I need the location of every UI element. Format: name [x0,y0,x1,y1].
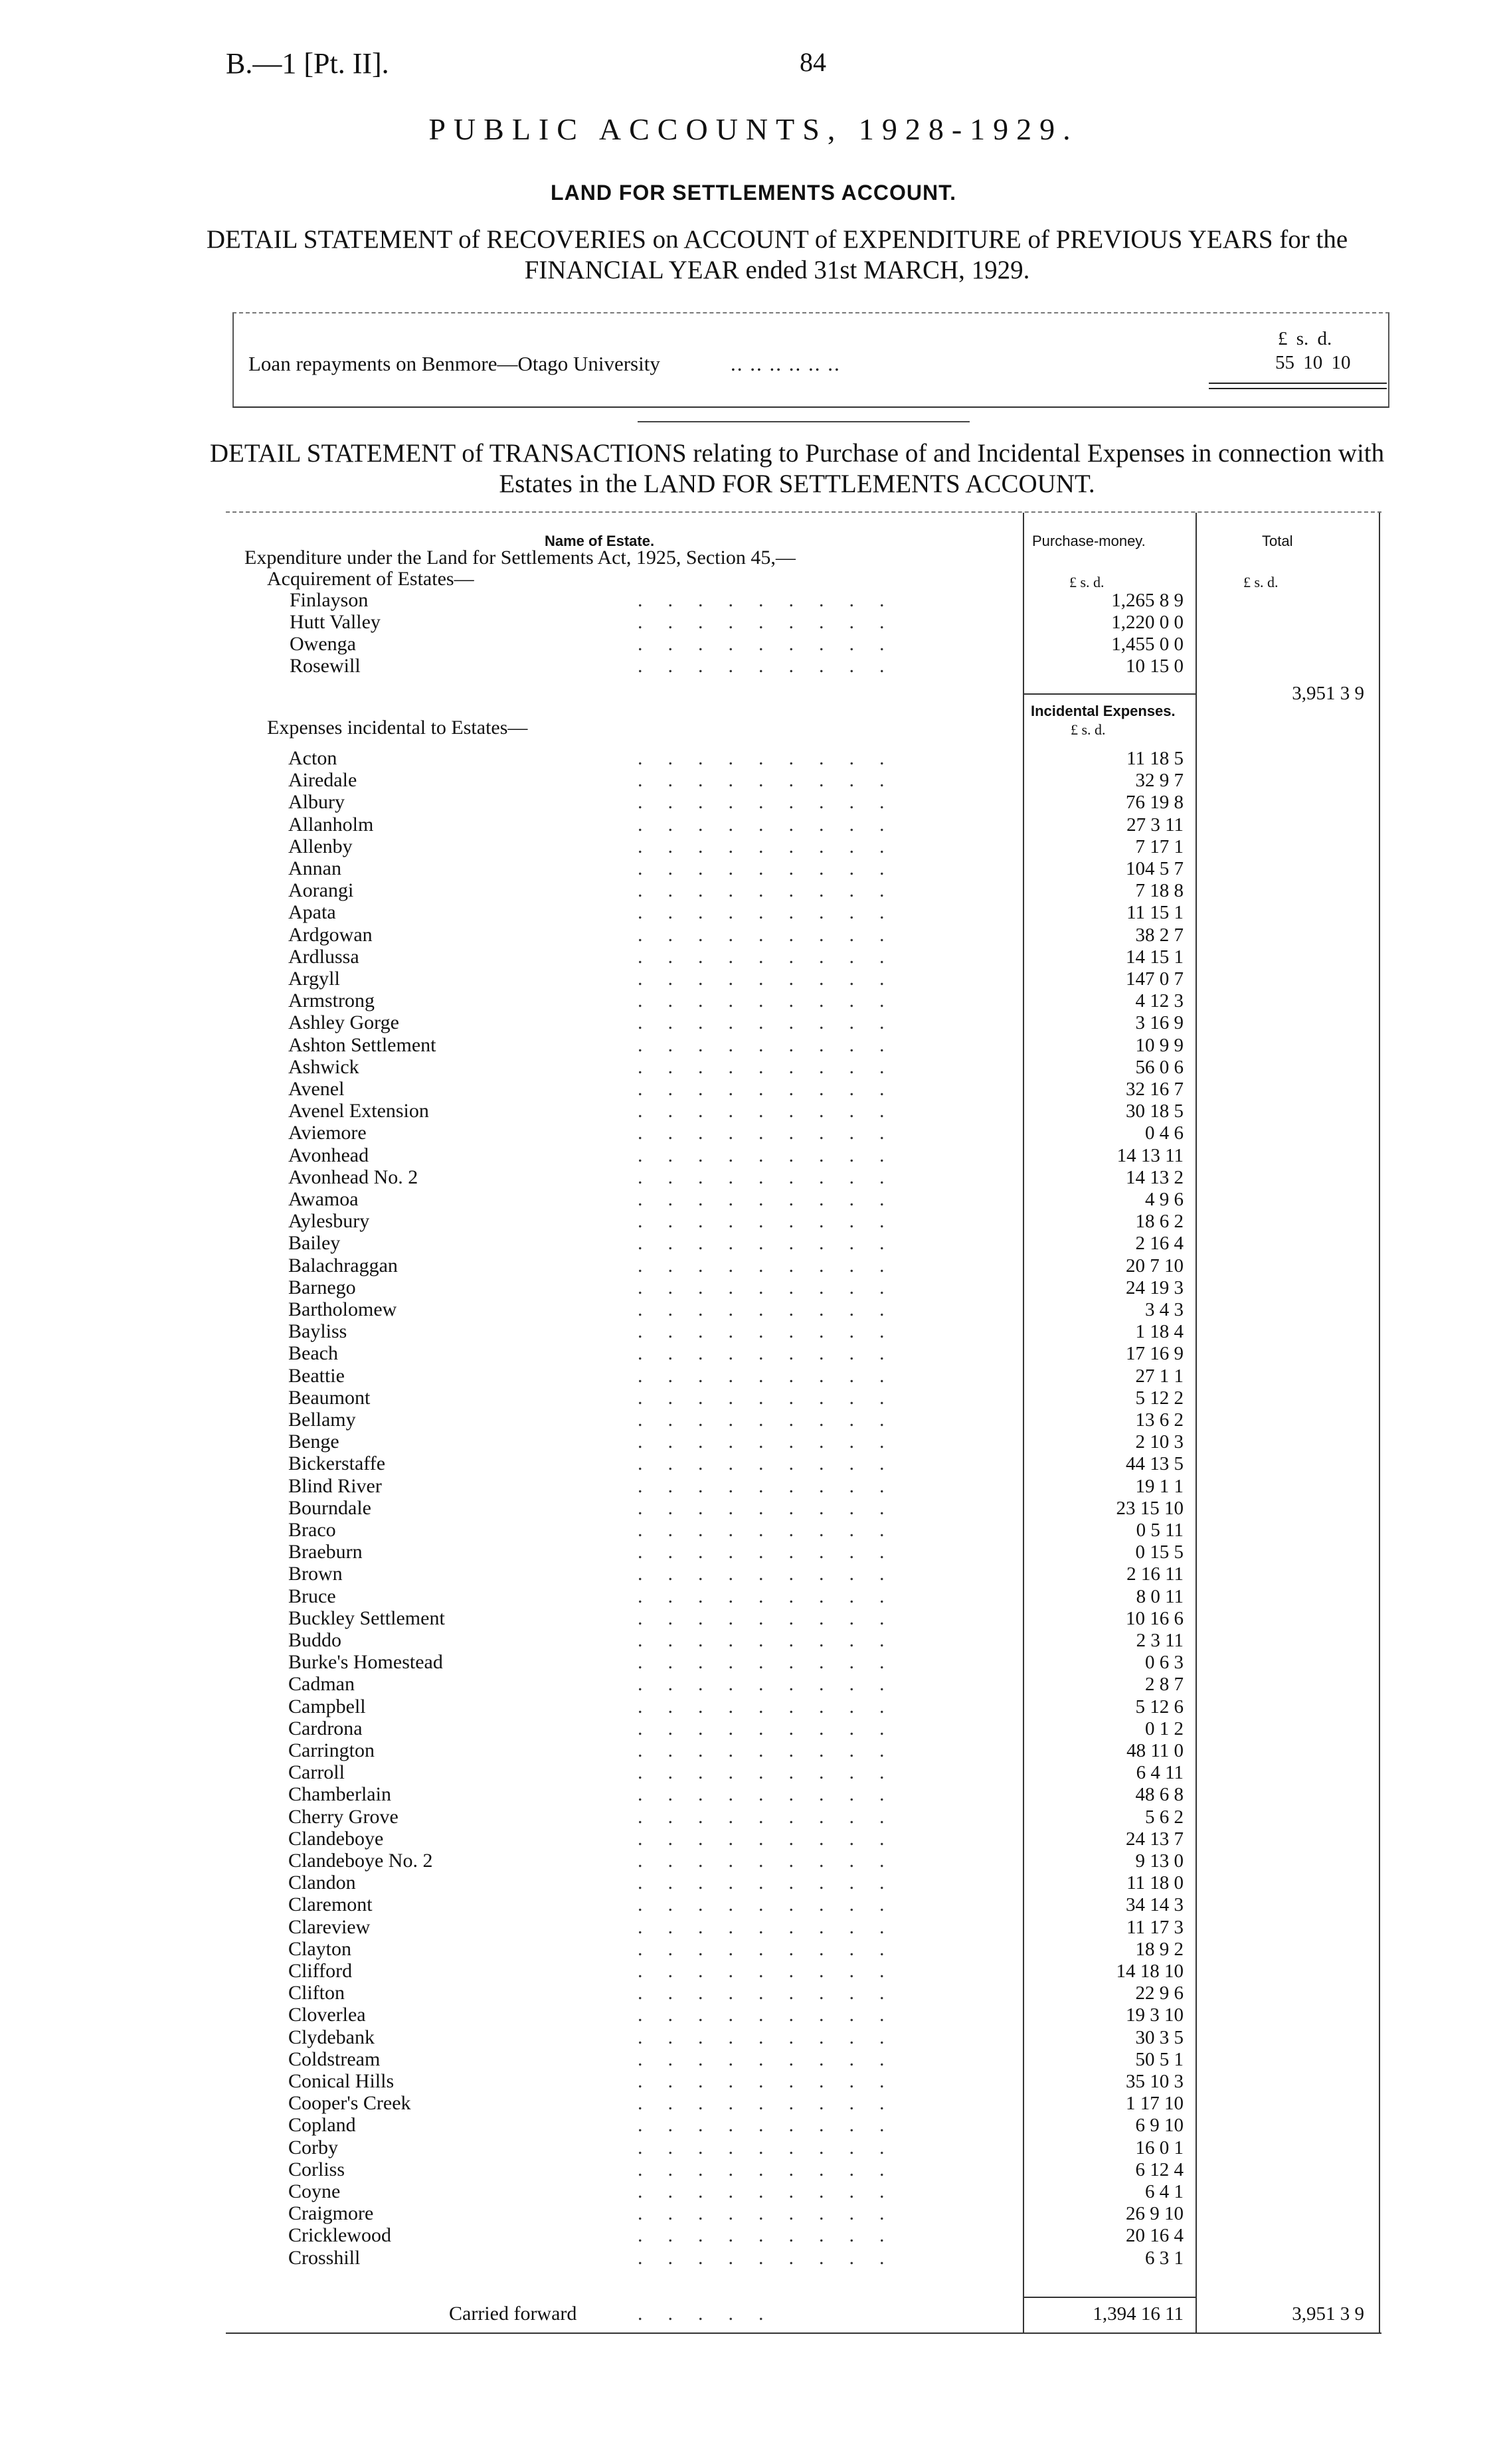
estate-name: Allenby [288,835,353,857]
acquirement-total: 3,951 3 9 [1292,683,1364,704]
incidental-heading: Expenses incidental to Estates— [267,717,528,739]
dot-leaders: ......... [638,1673,910,1696]
estate-name: Avonhead No. 2 [288,1166,418,1188]
estate-amount: 0 15 5 [1135,1541,1184,1563]
estate-name: Aylesbury [288,1210,370,1233]
estate-amount: 6 4 1 [1145,2181,1184,2202]
estate-amount: 32 16 7 [1126,1079,1184,1100]
estate-amount: 22 9 6 [1135,1982,1184,2004]
purchase-lsd-header: £ s. d. [1069,574,1105,590]
dot-leaders: ......... [638,2158,910,2180]
estate-name: Clifford [288,1960,353,1982]
estate-amount: 20 16 4 [1126,2225,1184,2247]
estate-name: Avenel [288,1078,345,1100]
estate-amount: 10 15 0 [1126,656,1184,677]
estate-amount: 18 6 2 [1135,1211,1184,1233]
dot-leaders: ......... [638,655,910,677]
estate-name: Craigmore [288,2202,374,2225]
estate-amount: 2 10 3 [1135,1431,1184,1453]
estate-amount: 1,265 8 9 [1111,590,1184,611]
estate-name: Coyne [288,2180,341,2202]
estate-amount: 11 18 5 [1126,748,1184,769]
carried-forward-label: Carried forward [449,2303,577,2325]
total-rule [1209,388,1387,389]
estate-amount: 13 6 2 [1135,1409,1184,1431]
dot-leaders: ......... [638,901,910,924]
estate-amount: 3 4 3 [1145,1299,1184,1320]
dot-leaders: ......... [638,769,910,792]
estate-amount: 76 19 8 [1126,792,1184,814]
estate-amount: 23 15 10 [1116,1497,1184,1519]
estate-name: Clandon [288,1872,356,1894]
dot-leaders: ......... [638,1210,910,1233]
estate-name: Clareview [288,1915,371,1938]
dot-leaders: ......... [638,1012,910,1034]
estate-amount: 32 9 7 [1135,770,1184,792]
dot-leaders: ......... [638,1761,910,1784]
dot-leaders: ......... [638,1409,910,1431]
estate-amount: 6 3 1 [1145,2247,1184,2269]
estate-name: Ashwick [288,1055,359,1078]
dot-leaders: ......... [638,1055,910,1078]
dot-leaders: ......... [638,2048,910,2070]
estate-name: Bruce [288,1585,336,1607]
estate-name: Ardgowan [288,923,373,946]
estate-name: Albury [288,791,345,814]
dot-leaders: ......... [638,2026,910,2048]
estate-amount: 104 5 7 [1126,858,1184,879]
account-title: LAND FOR SETTLEMENTS ACCOUNT. [551,181,956,205]
dot-leaders: ......... [638,1563,910,1585]
estate-name: Owenga [290,633,356,655]
estate-name: Bailey [288,1232,341,1255]
estate-amount: 50 5 1 [1135,2048,1184,2070]
dot-leaders: ......... [638,1805,910,1828]
dot-leaders: ......... [638,1695,910,1717]
dot-leaders: ......... [638,990,910,1012]
dot-leaders: ......... [638,1254,910,1276]
dot-leaders: ......... [638,1452,910,1475]
recoveries-label: Loan repayments on Benmore—Otago University [248,352,660,375]
estate-amount: 7 17 1 [1135,836,1184,857]
dot-leaders: ......... [638,1872,910,1894]
estate-name: Hutt Valley [290,611,381,633]
estate-name: Carrington [288,1739,375,1761]
estate-name: Annan [288,857,341,879]
acquirement-heading: Acquirement of Estates— [267,568,474,590]
estate-amount: 35 10 3 [1126,2071,1184,2092]
estate-name: Beattie [288,1364,345,1387]
estate-name: Beaumont [288,1386,371,1409]
estate-name: Allanholm [288,813,374,836]
estate-name: Ashton Settlement [288,1033,436,1056]
estate-amount: 14 13 2 [1126,1166,1184,1188]
estate-name: Brown [288,1563,343,1585]
estate-name: Bayliss [288,1320,347,1343]
estate-amount: 2 3 11 [1136,1630,1184,1651]
estate-name: Ardlussa [288,945,359,968]
estate-amount: 27 3 11 [1126,814,1184,836]
dot-leaders: ......... [638,589,910,611]
estate-amount: 4 9 6 [1145,1189,1184,1210]
total-lsd-header: £ s. d. [1243,574,1279,590]
dot-leaders: ......... [638,2004,910,2026]
estate-name: Aorangi [288,879,354,902]
estate-name: Cooper's Creek [288,2092,411,2115]
dot-leaders: ......... [638,1937,910,1960]
dot-leaders: ......... [638,1982,910,2004]
dot-leaders: ......... [638,1276,910,1298]
dot-leaders: ......... [638,1960,910,1982]
estate-name: Clydebank [288,2026,375,2048]
dot-leaders: ......... [638,1078,910,1100]
estate-name: Awamoa [288,1188,359,1210]
estate-amount: 14 15 1 [1126,946,1184,968]
estate-amount: 11 15 1 [1126,902,1184,924]
dot-leaders: ......... [638,747,910,769]
dot-leaders: ......... [638,1827,910,1850]
estate-amount: 34 14 3 [1126,1894,1184,1916]
estate-amount: 1 17 10 [1126,2093,1184,2115]
estate-amount: 1,220 0 0 [1111,612,1184,633]
dot-leaders: ......... [638,1519,910,1541]
estate-name: Airedale [288,769,357,792]
estate-amount: 26 9 10 [1126,2203,1184,2225]
estate-name: Barnego [288,1276,356,1298]
estate-name: Crosshill [288,2246,361,2269]
estate-name: Buddo [288,1629,342,1651]
estate-amount: 24 13 7 [1126,1828,1184,1850]
section-divider [638,421,970,422]
recoveries-leaders: .. .. .. .. .. .. [731,352,841,375]
estate-amount: 11 17 3 [1126,1916,1184,1938]
recoveries-heading: DETAIL STATEMENT of RECOVERIES on ACCOUNT of EXPENDITURE of PREVIOUS YEARS for the FINANCIAL YEAR ended 31st MARCH, 1929. [206,225,1348,284]
estate-name: Argyll [288,968,340,990]
estate-amount: 24 19 3 [1126,1276,1184,1298]
dot-leaders: ......... [638,1431,910,1453]
estate-amount: 3 16 9 [1135,1012,1184,1034]
estate-name: Bartholomew [288,1298,397,1320]
dot-leaders: ......... [638,1585,910,1607]
dot-leaders: ......... [638,1717,910,1739]
dot-leaders: ......... [638,1386,910,1409]
incidental-lsd-header: £ s. d. [1071,721,1106,738]
column-divider [1196,513,1197,2332]
dot-leaders: ......... [638,1629,910,1651]
estate-amount: 14 18 10 [1116,1961,1184,1982]
estate-amount: 1,455 0 0 [1111,634,1184,655]
dot-leaders: ......... [638,879,910,902]
estate-amount: 5 6 2 [1145,1806,1184,1828]
estate-name: Burke's Homestead [288,1651,443,1674]
estate-name: Avenel Extension [288,1100,429,1122]
dot-leaders: ......... [638,633,910,655]
column-rule [1023,2297,1196,2298]
estate-name: Cardrona [288,1717,363,1739]
estate-name: Braco [288,1519,336,1541]
estate-name: Armstrong [288,990,375,1012]
estate-amount: 5 12 2 [1135,1387,1184,1409]
dot-leaders: ......... [638,2092,910,2115]
section-heading: Expenditure under the Land for Settlements Act, 1925, Section 45,— [244,547,796,569]
dot-leaders: ......... [638,2136,910,2158]
dot-leaders: ......... [638,1188,910,1210]
estate-amount: 19 1 1 [1135,1475,1184,1497]
estate-amount: 56 0 6 [1135,1056,1184,1078]
estate-amount: 27 1 1 [1135,1365,1184,1387]
col-header-purchase: Purchase-money. [1032,533,1146,549]
dot-leaders: ......... [638,1320,910,1343]
estate-amount: 2 16 4 [1135,1233,1184,1255]
dot-leaders: ......... [638,923,910,946]
estate-amount: 6 9 10 [1135,2115,1184,2137]
dot-leaders: ......... [638,1783,910,1806]
estate-name: Corliss [288,2158,345,2180]
estate-amount: 6 12 4 [1135,2158,1184,2180]
estate-name: Conical Hills [288,2070,395,2092]
estate-amount: 48 11 0 [1126,1740,1184,1761]
dot-leaders: ......... [638,2246,910,2269]
col-header-name: Name of Estate. [545,533,655,549]
dot-leaders: ......... [638,813,910,836]
dot-leaders: ......... [638,1915,910,1938]
carried-forward-leaders: ..... [638,2303,789,2325]
estate-amount: 18 9 2 [1135,1938,1184,1960]
estate-amount: 2 16 11 [1126,1563,1184,1585]
estate-name: Benge [288,1431,339,1453]
dot-leaders: ......... [638,2224,910,2247]
estate-name: Aviemore [288,1122,367,1144]
estate-name: Ashley Gorge [288,1012,399,1034]
estate-amount: 0 1 2 [1145,1717,1184,1739]
dot-leaders: ......... [638,1033,910,1056]
estate-name: Braeburn [288,1541,363,1563]
estate-amount: 10 16 6 [1126,1607,1184,1629]
estate-amount: 5 12 6 [1135,1696,1184,1717]
transactions-table [226,511,1381,2334]
estate-name: Buckley Settlement [288,1607,445,1629]
dot-leaders: ......... [638,2114,910,2137]
dot-leaders: ......... [638,1144,910,1166]
page-title: PUBLIC ACCOUNTS, 1928-1929. [428,112,1079,146]
estate-name: Cloverlea [288,2004,366,2026]
dot-leaders: ......... [638,1893,910,1916]
estate-name: Campbell [288,1695,366,1717]
estate-amount: 1 18 4 [1135,1321,1184,1343]
estate-name: Bellamy [288,1409,356,1431]
estate-amount: 20 7 10 [1126,1255,1184,1276]
estate-name: Chamberlain [288,1783,391,1806]
dot-leaders: ......... [638,1364,910,1387]
part-reference: B.—1 [Pt. II]. [226,47,389,80]
estate-amount: 48 6 8 [1135,1784,1184,1806]
estate-amount: 10 9 9 [1135,1034,1184,1056]
column-rule [1023,693,1196,695]
dot-leaders: ......... [638,1607,910,1629]
recoveries-currency-header: £ s. d. [1278,328,1332,349]
carried-forward-total: 3,951 3 9 [1292,2303,1364,2325]
dot-leaders: ......... [638,857,910,879]
estate-amount: 11 18 0 [1126,1872,1184,1894]
dot-leaders: ......... [638,968,910,990]
estate-name: Cadman [288,1673,355,1696]
estate-name: Finlayson [290,589,369,611]
carried-forward-incidental: 1,394 16 11 [1093,2303,1184,2325]
estate-name: Apata [288,901,336,924]
dot-leaders: ......... [638,2202,910,2225]
dot-leaders: ......... [638,1342,910,1365]
estate-amount: 0 5 11 [1136,1520,1184,1541]
dot-leaders: ......... [638,1541,910,1563]
estate-name: Corby [288,2136,338,2158]
recoveries-amount: 55 10 10 [1275,352,1351,373]
estate-amount: 38 2 7 [1135,924,1184,946]
page-number: 84 [800,47,826,77]
dot-leaders: ......... [638,2070,910,2092]
estate-name: Copland [288,2114,356,2137]
estate-amount: 14 13 11 [1116,1144,1184,1166]
column-divider [1379,513,1380,2332]
estate-name: Blind River [288,1474,382,1497]
dot-leaders: ......... [638,1496,910,1519]
estate-name: Clayton [288,1937,351,1960]
estate-name: Beach [288,1342,338,1365]
dot-leaders: ......... [638,945,910,968]
dot-leaders: ......... [638,1474,910,1497]
estate-amount: 44 13 5 [1126,1453,1184,1475]
col-header-incidental: Incidental Expenses. [1031,703,1176,719]
estate-name: Avonhead [288,1144,369,1166]
dot-leaders: ......... [638,835,910,857]
estate-amount: 8 0 11 [1136,1585,1184,1607]
dot-leaders: ......... [638,1100,910,1122]
estate-name: Carroll [288,1761,345,1784]
estate-name: Balachraggan [288,1254,398,1276]
dot-leaders: ......... [638,1739,910,1761]
estate-amount: 0 6 3 [1145,1652,1184,1674]
estate-amount: 19 3 10 [1126,2004,1184,2026]
dot-leaders: ......... [638,1232,910,1255]
estate-name: Coldstream [288,2048,381,2070]
dot-leaders: ......... [638,1122,910,1144]
estate-amount: 30 18 5 [1126,1100,1184,1122]
estate-amount: 16 0 1 [1135,2137,1184,2158]
estate-name: Cricklewood [288,2224,391,2247]
estate-name: Bourndale [288,1496,371,1519]
column-divider [1023,513,1024,2332]
transactions-heading: DETAIL STATEMENT of TRANSACTIONS relating to Purchase of and Incidental Expenses in connection with Estates in the LAND FOR SETTLEMENTS ACCOUNT. [209,439,1385,498]
estate-amount: 30 3 5 [1135,2026,1184,2048]
estate-name: Acton [288,747,337,769]
estate-name: Clandeboye [288,1827,384,1850]
estate-amount: 6 4 11 [1136,1762,1184,1784]
estate-amount: 2 8 7 [1145,1674,1184,1696]
dot-leaders: ......... [638,791,910,814]
estate-name: Rosewill [290,655,361,677]
dot-leaders: ......... [638,1651,910,1674]
total-rule [1209,383,1387,384]
dot-leaders: ......... [638,1298,910,1320]
dot-leaders: ......... [638,1166,910,1188]
estate-amount: 7 18 8 [1135,880,1184,902]
estate-name: Clandeboye No. 2 [288,1850,433,1872]
estate-amount: 9 13 0 [1135,1850,1184,1872]
estate-name: Claremont [288,1893,373,1916]
estate-name: Clifton [288,1982,345,2004]
dot-leaders: ......... [638,2180,910,2202]
dot-leaders: ......... [638,611,910,633]
estate-name: Cherry Grove [288,1805,399,1828]
dot-leaders: ......... [638,1850,910,1872]
estate-name: Bickerstaffe [288,1452,386,1475]
estate-amount: 4 12 3 [1135,990,1184,1012]
col-header-total: Total [1262,533,1293,549]
estate-amount: 0 4 6 [1145,1122,1184,1144]
estate-amount: 17 16 9 [1126,1343,1184,1365]
estate-amount: 147 0 7 [1126,968,1184,990]
